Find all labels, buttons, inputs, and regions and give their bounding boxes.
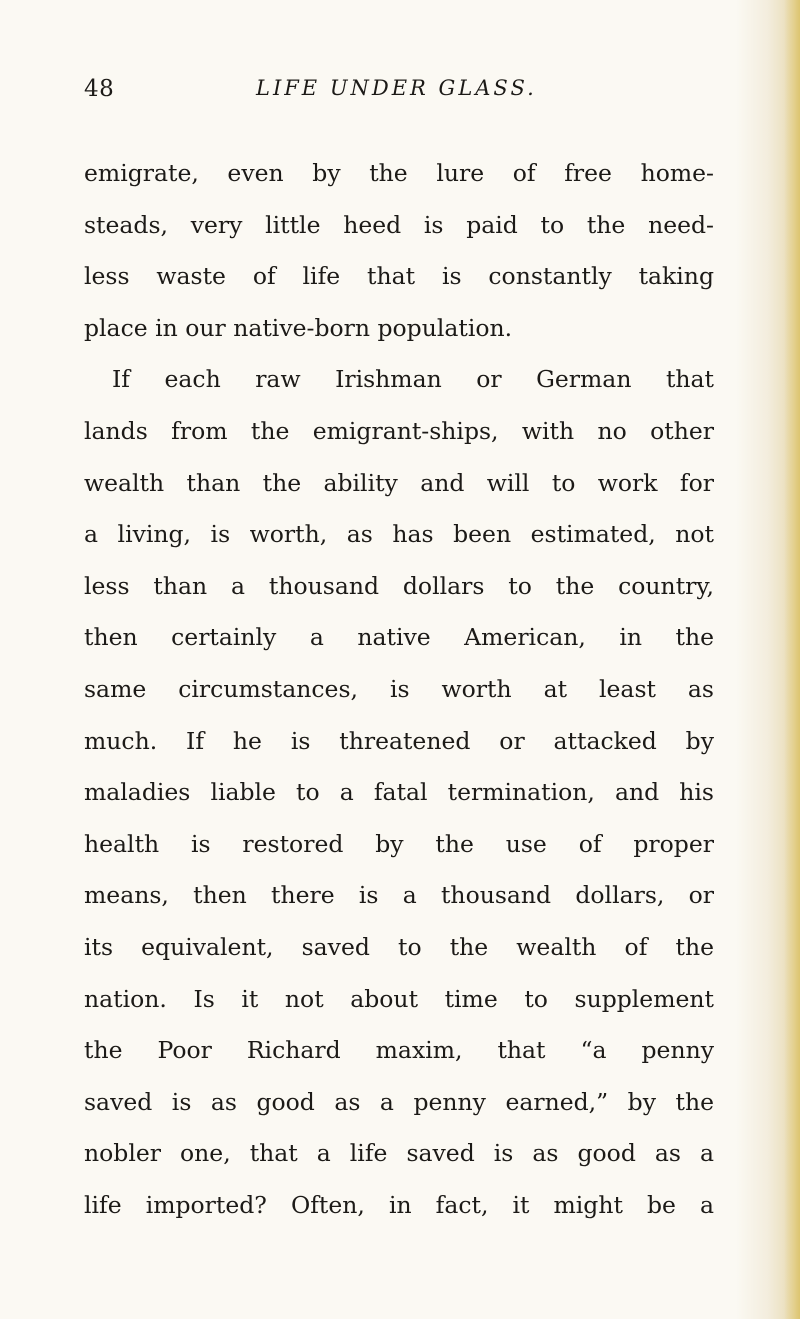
- text-line: nation. Is it not about time to supplement: [84, 984, 714, 1013]
- text-line: less waste of life that is constantly taking: [84, 262, 714, 291]
- text-line: lands from the emigrant-ships, with no other: [84, 416, 714, 445]
- page-edge: [784, 0, 800, 1319]
- text-line: life imported? Often, in fact, it might be a: [84, 1190, 714, 1219]
- text-line: health is restored by the use of proper: [84, 829, 714, 858]
- text-line: its equivalent, saved to the wealth of the: [84, 932, 714, 961]
- body-text: [84, 148, 714, 1231]
- text-line: same circumstances, is worth at least as: [84, 674, 714, 703]
- text-line: steads, very little heed is paid to the need-: [84, 210, 714, 239]
- text-line: wealth than the ability and will to work for: [84, 468, 714, 497]
- text-line: less than a thousand dollars to the country,: [84, 571, 714, 600]
- text-line: maladies liable to a fatal termination, and his: [84, 778, 714, 807]
- text-line: means, then there is a thousand dollars, or: [84, 881, 714, 910]
- running-title: LIFE UNDER GLASS.: [256, 76, 537, 100]
- text-line: If each raw Irishman or German that: [112, 365, 714, 394]
- running-head: [84, 76, 714, 108]
- text-line: much. If he is threatened or attacked by: [84, 726, 714, 755]
- text-line: place in our native-born population.: [84, 313, 513, 342]
- text-line: emigrate, even by the lure of free home-: [84, 159, 714, 187]
- page-number: 48: [84, 76, 115, 102]
- text-line: then certainly a native American, in the: [84, 623, 714, 652]
- text-line: nobler one, that a life saved is as good as a: [84, 1139, 714, 1168]
- text-line: the Poor Richard maxim, that “a penny: [84, 1036, 714, 1065]
- text-line: saved is as good as a penny earned,” by the: [84, 1087, 714, 1116]
- text-line: a living, is worth, as has been estimated, not: [84, 520, 714, 549]
